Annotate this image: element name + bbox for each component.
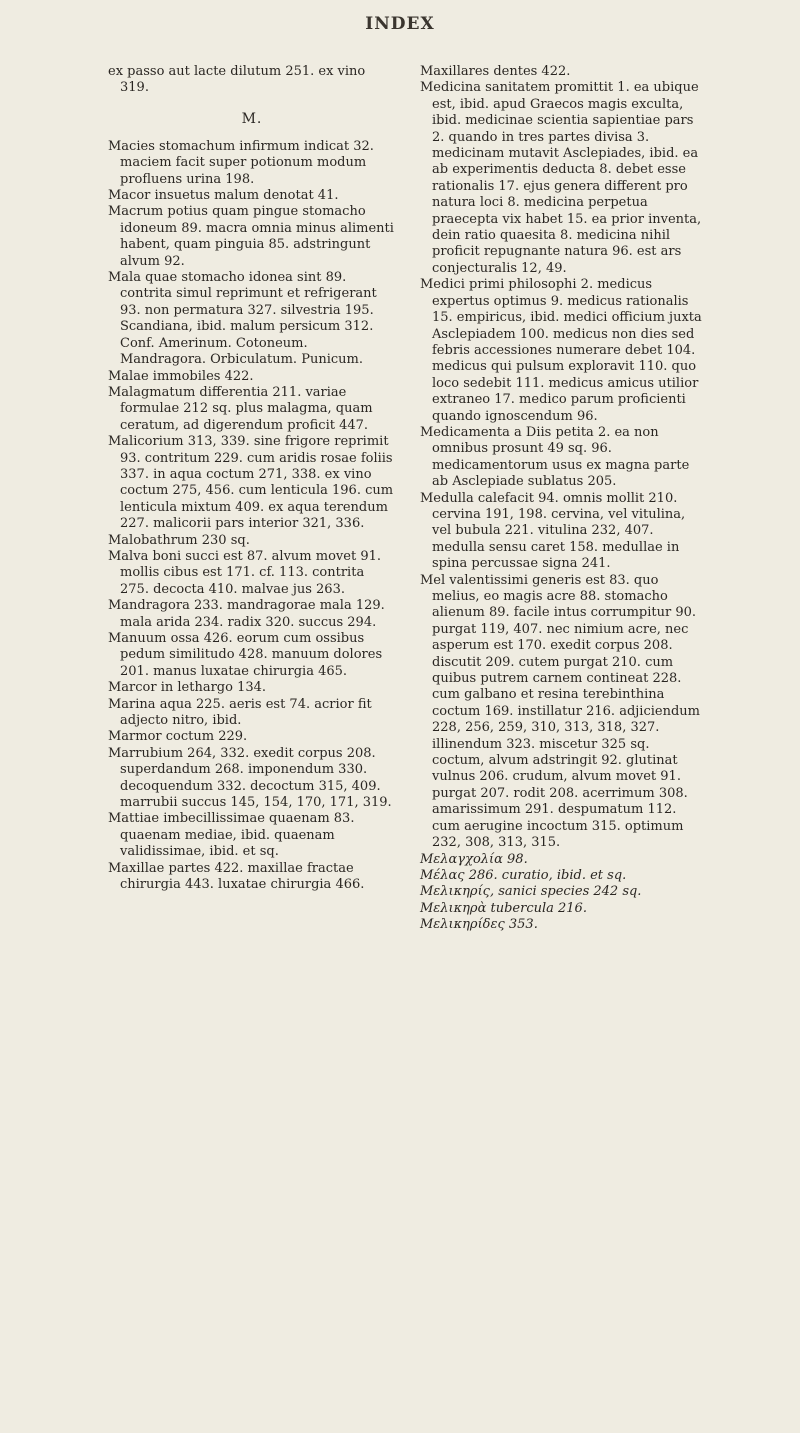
index-entry: Maxillae partes 422. maxillae fractae chirurgia 443. luxatae chirurgia 466. [108,860,365,893]
index-entry: Marina aqua 225. aeris est 74. acrior fit adjecto nitro, ibid. [108,696,372,729]
index-entry: Mel valentissimi generis est 83. quo melius, eo magis acre 88. stomacho alienum 89. facile intus corrumpitur 90. purgat 119, 407. nec nimium acre, nec asperum est 170. exedit corpus 208. discutit 209. cutem purgat 210. cum quibus putrem carnem contineat 228. cum galbano et resina terebinthina coctum 169. instillatur 216. adjiciendum 228, 256, 259, 310, 313, 318, 327. illinendum 323. miscetur 325 sq. coctum, alvum adstringit 92. glutinat vulnus 206. crudum, alvum movet 91. purgat 207. rodit 208. acerrimum 308. amarissimum 291. despumatum 112. cum aerugine incoctum 315. optimum 232, 308, 313, 315. [420,572,700,851]
index-entry: Medicina sanitatem promittit 1. ea ubique est, ibid. apud Graecos magis exculta, ibid. medicinae scientia sapientiae pars 2. quando in tres partes divisa 3. medicinam mutavit Asclepiades, ibid. ea ab experimentis deducta 8. debet esse rationalis 17. ejus genera different pro natura loci 8. medicina perpetua praecepta vix habet 15. ea prior inventa, dein ratio quaesita 8. medicina nihil proficit repugnante natura 96. est ars conjecturalis 12, 49. [420,80,702,276]
index-entry: Macor insuetus malum denotat 41. [108,188,339,204]
index-entry: Mandragora 233. mandragorae mala 129. mala arida 234. radix 320. succus 294. [108,598,385,630]
index-entry: Medulla calefacit 94. omnis mollit 210. cervina 191, 198. cervina, vel vitulina, vel bubula 221. vitulina 232, 407. medulla sensu caret 158. medullae in spina percussae signa 241. [420,490,686,572]
index-entry: Malicorium 313, 339. sine frigore reprimit 93. contritum 229. cum aridis rosae foliis 337. in aqua coctum 271, 338. ex vino coctum 275, 456. cum lenticula 196. cum lenticula mixtum 409. ex aqua terendum 227. malicorii pars interior 321, 336. [108,434,394,532]
section-letter: M. [241,110,263,127]
running-head: INDEX [365,14,435,34]
index-entry: Mattiae imbecillissimae quaenam 83. quaenam mediae, ibid. quaenam validissimae, ibid. et sq. [108,811,355,860]
index-entry: Medici primi philosophi 2. medicus expertus optimus 9. medicus rationalis 15. empiricus, ibid. medici officium juxta Asclepiadem 100. medicus non dies sed febris accessiones numerare debet 104. medicus qui pulsum exploravit 110. quo loco sedebit 111. medicus amicus utilior extraneo 17. medico parum proficienti quando ignoscendum 96. [420,277,702,424]
index-entry: Malae immobiles 422. [108,368,254,384]
index-entry: Maxillares dentes 422. [420,64,571,79]
index-entry: Mala quae stomacho idonea sint 89. contrita simul reprimunt et refrigerant 93. non permatura 327. silvestria 195. Scandiana, ibid. malum persicum 312. Conf. Amerinum. Cotoneum. Mandragora. Orbiculatum. Punicum. [108,270,377,368]
index-entry: Manuum ossa 426. eorum cum ossibus pedum similitudo 428. manuum dolores 201. manus luxatae chirurgia 465. [108,631,383,679]
index-entry-greek: Μελικηρίδες 353. [420,917,538,933]
index-entry: Marrubium 264, 332. exedit corpus 208. superdandum 268. imponendum 330. decoquendum 332. decoctum 315, 409. marrubii succus 145, 154, 170, 171, 319. [108,745,392,811]
index-entry-greek: Μέλας 286. curatio, ibid. et sq. [420,867,627,883]
index-entry-greek: Μελικηρίς, sanici species 242 sq. [420,884,642,900]
index-entry: Marmor coctum 229. [108,729,248,745]
index-entry: Macrum potius quam pingue stomacho idoneum 89. macra omnia minus alimenti habent, quam pinguia 85. adstringunt alvum 92. [108,204,394,269]
index-entry-continued: ex passo aut lacte dilutum 251. ex vino 319. [108,64,366,96]
index-entry-greek: Μελικηρὰ tubercula 216. [420,900,587,916]
index-entry: Malobathrum 230 sq. [108,532,250,548]
index-entry: Marcor in lethargo 134. [108,680,267,696]
index-entry-greek: Μελαγχολία 98. [420,851,528,867]
right-column [420,64,706,934]
index-entry: Macies stomachum infirmum indicat 32. maciem facit super potionum modum profluens urina 198. [108,138,374,187]
index-entry: Malva boni succi est 87. alvum movet 91. mollis cibus est 171. cf. 113. contrita 275. decocta 410. malvae jus 263. [108,548,381,597]
index-entry: Malagmatum differentia 211. variae formulae 212 sq. plus malagma, quam ceratum, ad digerendum proficit 447. [108,384,373,433]
left-column [108,64,396,894]
index-entry: Medicamenta a Diis petita 2. ea non omnibus prosunt 49 sq. 96. medicamentorum usus ex magna parte ab Asclepiade sublatus 205. [420,424,690,490]
